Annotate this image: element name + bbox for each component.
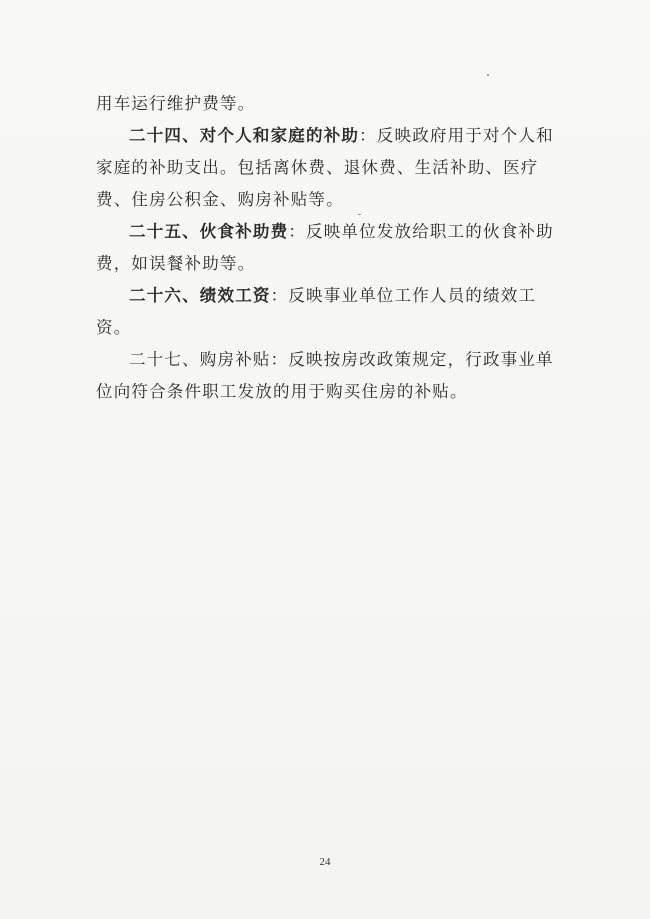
item-heading: 二十四、对个人和家庭的补助 [129, 126, 360, 145]
paragraph-text: 用车运行维护费等。 [96, 94, 256, 113]
paragraph-item-27 [96, 344, 566, 408]
item-text: ：反映单位发放给职工的伙食补助费，如误餐补助等。 [96, 222, 554, 273]
item-text: ：反映政府用于对个人和家庭的补助支出。包括离休费、退休费、生活补助、医疗费、住房公积金、购房补贴等。 [96, 126, 554, 209]
item-heading: 二十六、绩效工资 [129, 286, 271, 305]
paragraph-continuation [96, 88, 566, 120]
paragraph-item-26 [96, 280, 566, 344]
item-text: 二十七、购房补贴：反映按房改政策规定，行政事业单位向符合条件职工发放的用于购买住房的补贴。 [96, 350, 554, 401]
page-number: 24 [319, 856, 331, 868]
scan-speck [487, 74, 489, 76]
item-heading: 二十五、伙食补助费 [129, 222, 289, 241]
paragraph-item-24 [96, 120, 566, 216]
document-body [96, 88, 566, 408]
item-text: ：反映事业单位工作人员的绩效工资。 [96, 286, 537, 337]
paragraph-item-25 [96, 216, 566, 280]
